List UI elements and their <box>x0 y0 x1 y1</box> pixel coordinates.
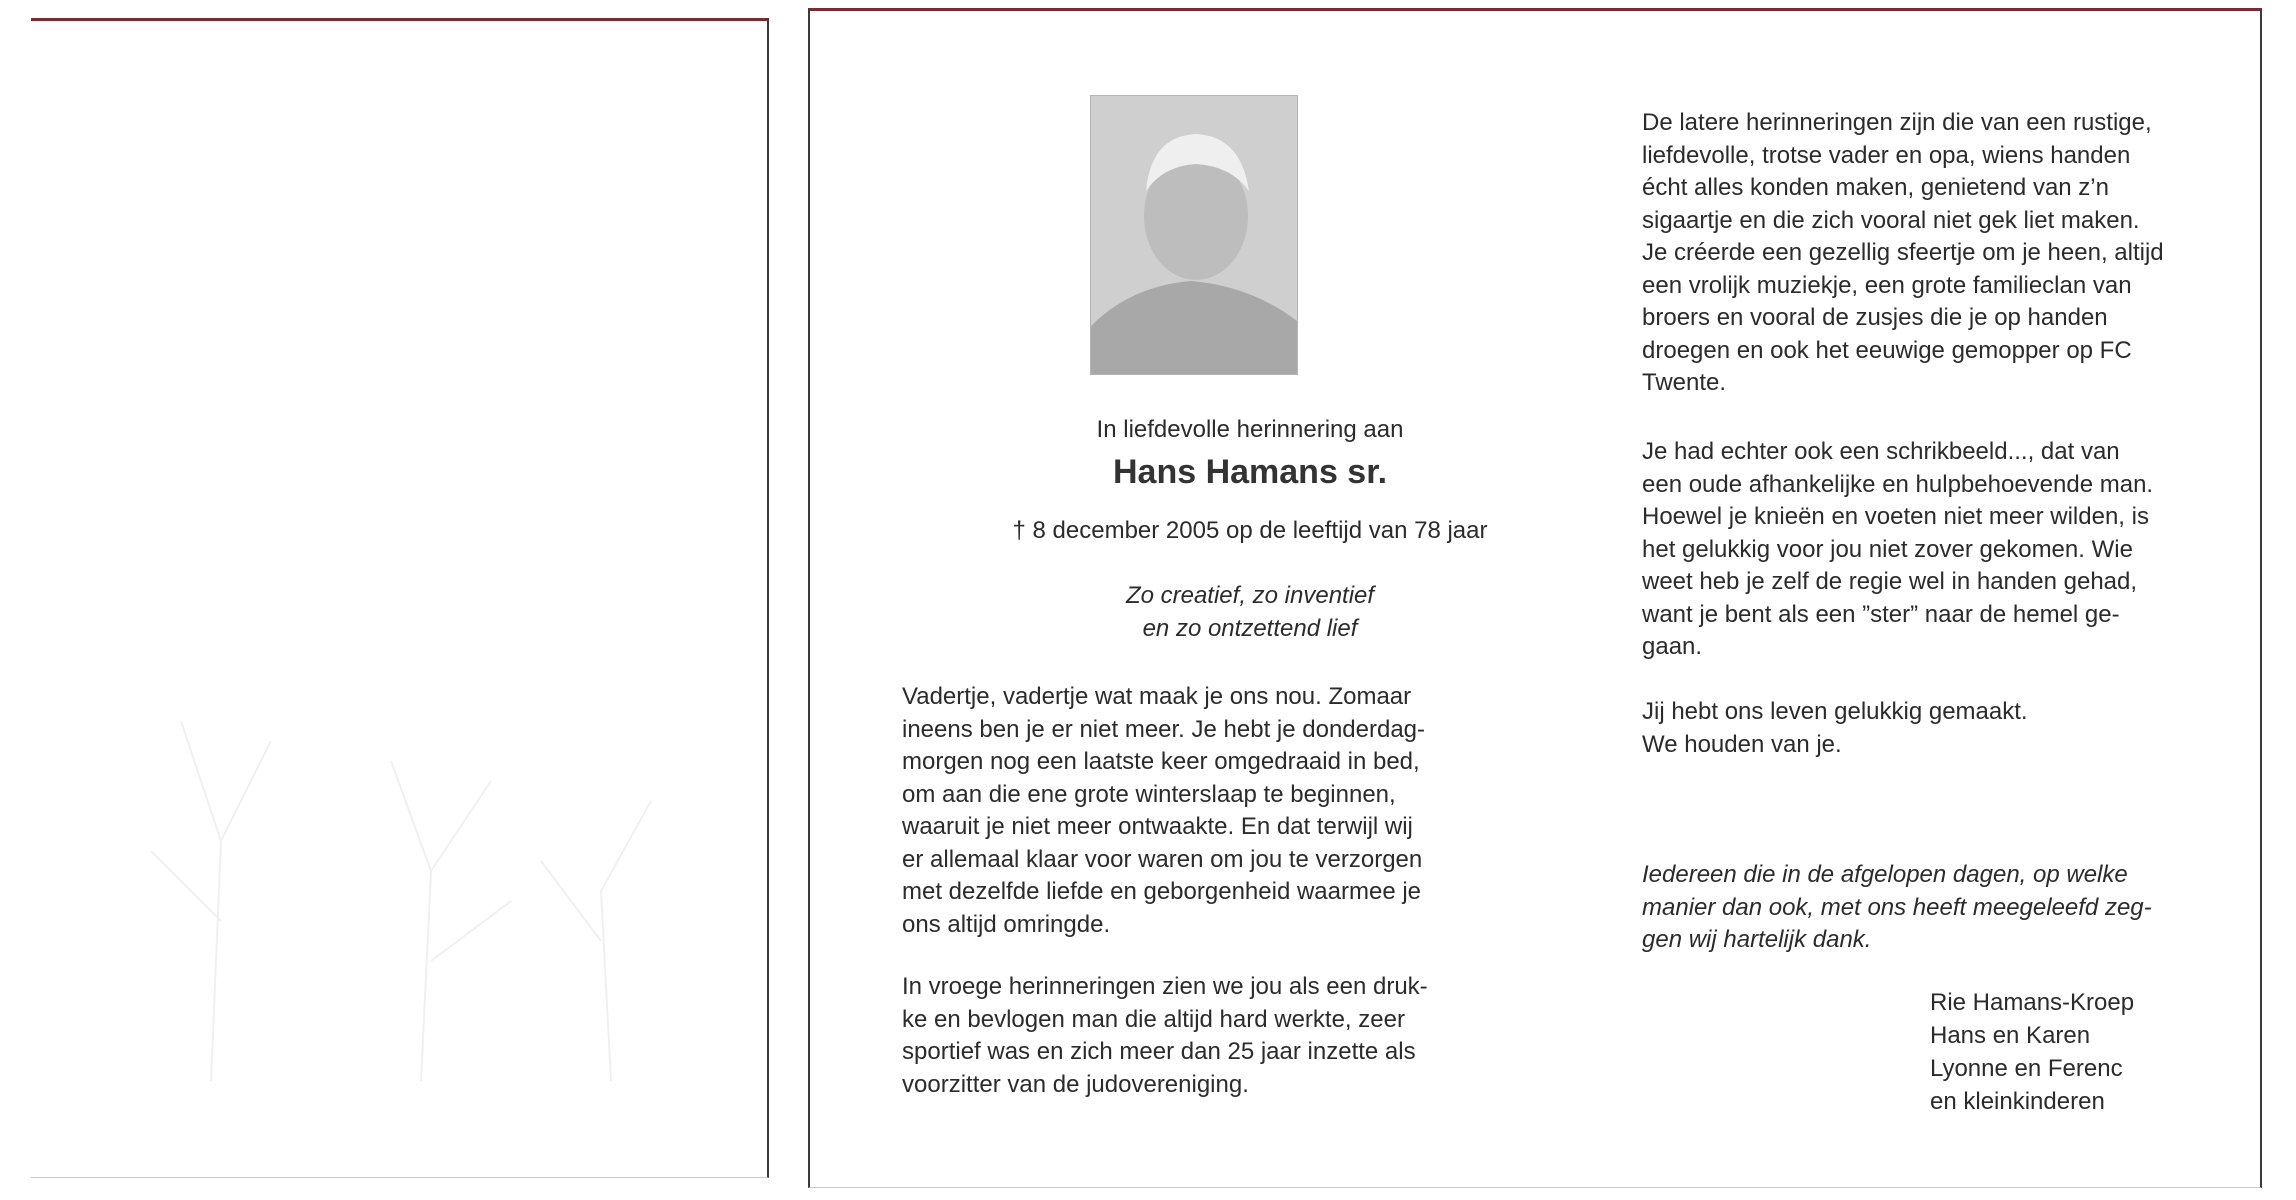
card-back-panel <box>31 18 769 1178</box>
text-line: waaruit je niet meer ontwaakte. En dat terwijl wij <box>902 813 1413 840</box>
text-line: liefdevolle, trotse vader en opa, wiens handen <box>1642 141 2131 169</box>
signatures <box>1930 986 2134 1118</box>
text-line: er allemaal klaar voor waren om jou te verzorgen <box>902 845 1423 873</box>
faint-tree-illustration <box>91 421 711 1101</box>
text-line: weet heb je zelf de regie wel in handen gehad, <box>1642 568 2138 595</box>
text-line: We houden van je. <box>1642 730 1842 758</box>
text-line: sigaartje en die zich vooral niet gek liet maken. <box>1642 206 2140 234</box>
portrait-figure-icon <box>1091 96 1297 374</box>
text-line: écht alles konden maken, genietend van z’n <box>1642 174 2109 201</box>
text-line: gaan. <box>1642 633 1703 660</box>
paragraph-5 <box>1642 696 2226 761</box>
paragraph-3 <box>1642 107 2226 400</box>
text-line: Hoewel je knieën en voeten niet meer wilden, is <box>1642 503 2149 530</box>
text-line: een vrolijk muziekje, een grote familieclan van <box>1642 271 2132 299</box>
death-date-line: † 8 december 2005 op de leeftijd van 78 jaar <box>1012 517 1488 544</box>
motto-line: Zo creatief, zo inventief <box>1125 582 1375 609</box>
text-line: ons altijd omringde. <box>902 910 1111 938</box>
text-line: Je had echter ook een schrikbeeld..., dat van <box>1642 438 2120 465</box>
text-line: Jij hebt ons leven gelukkig gemaakt. <box>1642 698 2028 725</box>
card-front-panel <box>808 8 2262 1188</box>
text-line: Je créerde een gezellig sfeertje om je heen, altijd <box>1642 239 2164 266</box>
text-line: De latere herinneringen zijn die van een rustige, <box>1642 109 2152 136</box>
paragraph-2 <box>902 971 1468 1101</box>
text-line: manier dan ook, met ons heeft meegeleefd zeg- <box>1642 893 2152 921</box>
text-line: voorzitter van de judovereniging. <box>902 1070 1249 1098</box>
text-line: Vadertje, vadertje wat maak je ons nou. Zomaar <box>902 683 1412 710</box>
text-line: het gelukkig voor jou niet zover gekomen. Wie <box>1642 535 2133 563</box>
motto <box>810 579 1690 645</box>
intro-line: In liefdevolle herinnering aan <box>1096 416 1404 443</box>
text-line: droegen en ook het eeuwige gemopper op FC <box>1642 336 2132 364</box>
text-line: om aan die ene grote winterslaap te beginnen, <box>902 780 1396 808</box>
text-line: gen wij hartelijk dank. <box>1642 926 1872 953</box>
thanks-paragraph <box>1642 859 2226 957</box>
signature-line: Lyonne en Ferenc <box>1930 1055 2123 1082</box>
paragraph-4 <box>1642 436 2226 664</box>
text-line: Twente. <box>1642 369 1727 396</box>
text-line: ineens ben je er niet meer. Je hebt je donderdag- <box>902 715 1426 743</box>
text-line: sportief was en zich meer dan 25 jaar inzette als <box>902 1038 1416 1065</box>
text-line: want je bent als een ”ster” naar de hemel ge- <box>1642 600 2120 628</box>
text-line: broers en vooral de zusjes die je op handen <box>1642 304 2108 331</box>
text-line: met dezelfde liefde en geborgenheid waarmee je <box>902 878 1422 905</box>
paragraph-1 <box>902 681 1468 941</box>
portrait-photo <box>1090 95 1298 375</box>
signature-line: Hans en Karen <box>1930 1022 2091 1049</box>
text-line: een oude afhankelijke en hulpbehoevende man. <box>1642 470 2154 498</box>
text-line: Iedereen die in de afgelopen dagen, op welke <box>1642 861 2128 888</box>
text-line: ke en bevlogen man die altijd hard werkte, zeer <box>902 1005 1405 1033</box>
signature-line: en kleinkinderen <box>1930 1088 2105 1115</box>
text-line: In vroege herinneringen zien we jou als een druk- <box>902 973 1428 1000</box>
signature-line: Rie Hamans-Kroep <box>1930 989 2135 1016</box>
motto-line: en zo ontzettend lief <box>1142 615 1358 642</box>
deceased-name: Hans Hamans sr. <box>1112 453 1388 491</box>
text-line: morgen nog een laatste keer omgedraaid in bed, <box>902 748 1420 775</box>
